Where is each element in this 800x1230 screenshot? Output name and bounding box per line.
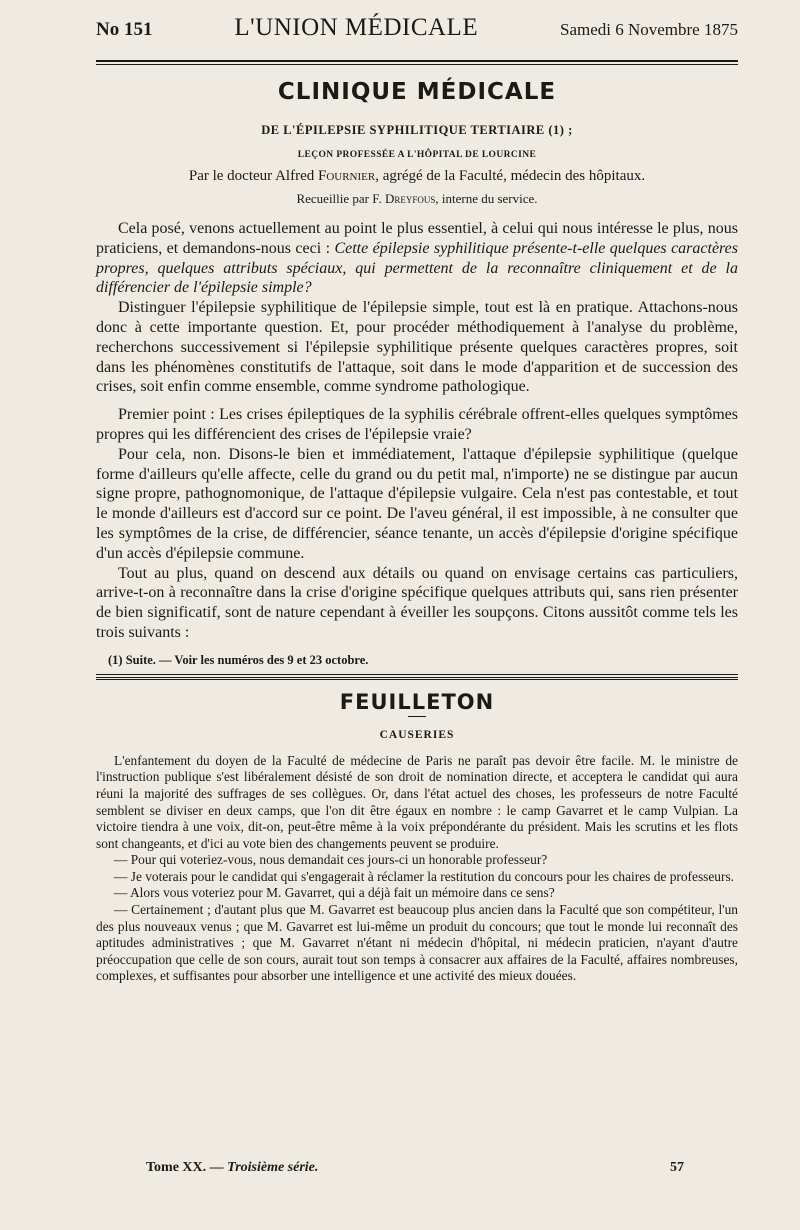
transcriber-name: Dreyfous (384, 191, 436, 206)
article-paragraph: Premier point : Les crises épileptiques de la syphilis cérébrale offrent-elles quelques symptômes propres qui les différencient des crises de l'épilepsie vraie? (96, 406, 738, 443)
masthead-rule (96, 60, 738, 65)
article-subtitle: DE L'ÉPILEPSIE SYPHILITIQUE TERTIAIRE (1) ; (261, 123, 573, 137)
title-dash (408, 716, 426, 717)
separator-rule (96, 674, 738, 675)
article-paragraph: Distinguer l'épilepsie syphilitique de l'épilepsie simple, tout est là en pratique. Attachons-nous donc à cette importante question. Et, pour procéder méthodiquement à l'analyse du problème, recherchons successivement si l'épilepsie syphilitique présente quelques caractères propres, soit dans les phénomènes constitutifs de l'attaque, soit dans le mode d'apparition et de succession des crises, soit enfin comme ensemble, comme syndrome pathologique. (96, 299, 738, 396)
separator-rule-thick (96, 677, 738, 680)
paragraph-text: Cela posé, venons actuellement au point le plus essentiel, à celui qui nous intéresse le plus, nous praticiens, et demandons-nous ceci : (96, 220, 738, 257)
series-label: Troisième série. (227, 1160, 319, 1175)
feuilleton-paragraph: — Certainement ; d'autant plus que M. Gavarret est beaucoup plus ancien dans la Faculté que son compétiteur, l'un des plus nouveaux venus ; que M. Gavarret est lui-même un produit du concours; que tout le monde lui reconnaît des aptitudes administratives ; que M. Gavarret n'étant ni médecin d'hôpital, ni médecin praticien, n'ayant d'autre préoccupation que celle de son cours, aurait tout son temps à consacrer aux affaires de la Faculté, affaires nombreuses, complexes, et suffisantes pour absorber une intelligence et une activité des mieux douées. (96, 902, 738, 984)
journal-title: L'UNION MÉDICALE (234, 14, 479, 41)
article-paragraph (96, 219, 738, 298)
lecture-note: LEÇON PROFESSÉE A L'HÔPITAL DE LOURCINE (297, 150, 537, 160)
page-footer (146, 1160, 684, 1176)
author-suffix: , agrégé de la Faculté, médecin des hôpitaux. (375, 168, 646, 184)
masthead (96, 14, 738, 54)
issue-number: No 151 (96, 19, 153, 40)
feuilleton-paragraph: L'enfantement du doyen de la Faculté de médecine de Paris ne paraît pas devoir être facile. M. le ministre de l'instruction publique s'est libéralement désisté de son droit de nomination directe, et acceptera le candidat qui aura réuni la majorité des suffrages de ses collègues. Or, dans l'état actuel des choses, les professeurs de notre Faculté semblent se diviser en deux camps, que l'on dit être égaux en nombre : le camp Gavarret et le camp Vulpian. La victoire tiendra à une voix, dit-on, peut-être même à la voix prépondérante du président. Mais les scrutins et les flots sont changeants, et d'ici au vote bien des changements peuvent se produire. (96, 752, 738, 851)
feuilleton-title: FEUILLETON (339, 689, 495, 714)
section-title: CLINIQUE MÉDICALE (277, 79, 557, 105)
tome-label: Tome XX. — (146, 1160, 224, 1175)
issue-date: Samedi 6 Novembre 1875 (559, 20, 738, 39)
italic-question: Cette épilepsie syphilitique présente-t-elle quelques caractères propres, quelques attributs spéciaux, qui permettent de la reconnaître cliniquement et de la différencier de l'épilepsie simple? (96, 239, 739, 297)
author-line (96, 168, 738, 185)
transcriber-line (96, 191, 738, 207)
transcriber-suffix: , interne du service. (435, 191, 538, 206)
volume-info (146, 1160, 318, 1176)
article-paragraph: Tout au plus, quand on descend aux détails ou quand on envisage certains cas particuliers, arrive-t-on à reconnaître dans la crise d'origine spécifique quelques attributs qui, sans rien présenter de bien significatif, sont de nature cependant à éveiller les soupçons. Citons aussitôt comme tels les trois suivants : (96, 564, 738, 641)
feuilleton-paragraph: — Pour qui voteriez-vous, nous demandait ces jours-ci un honorable professeur? (114, 852, 548, 868)
feuilleton-paragraph: — Je voterais pour le candidat qui s'engagerait à réclamer la restitution du concours pour les chaires de professeurs. (114, 868, 735, 884)
transcriber-prefix: Recueillie par F. (296, 191, 382, 206)
author-name: Fournier (317, 168, 376, 184)
feuilleton-paragraph: — Alors vous voteriez pour M. Gavarret, qui a déjà fait un mémoire dans ce sens? (114, 885, 555, 901)
author-prefix: Par le docteur Alfred (188, 168, 315, 184)
page-number: 57 (670, 1160, 684, 1175)
footnote: (1) Suite. — Voir les numéros des 9 et 23 octobre. (108, 652, 369, 667)
article-paragraph: Pour cela, non. Disons-le bien et immédiatement, l'attaque d'épilepsie syphilitique (quelque forme d'ailleurs qu'elle affecte, celle du grand ou du petit mal, n'importe) ne se distingue par aucun signe propre, pathognomonique, de l'attaque d'épilepsie vulgaire. Cela n'est pas contestable, et tout le monde d'ailleurs est d'accord sur ce point. De l'aveu général, il est impossible, à ne consulter que les symptômes de la crise, de différencier, séance tenante, un accès d'épilepsie d'origine spécifique d'un accès d'épilepsie commune. (96, 445, 738, 562)
feuilleton-subheading: CAUSERIES (379, 728, 455, 741)
